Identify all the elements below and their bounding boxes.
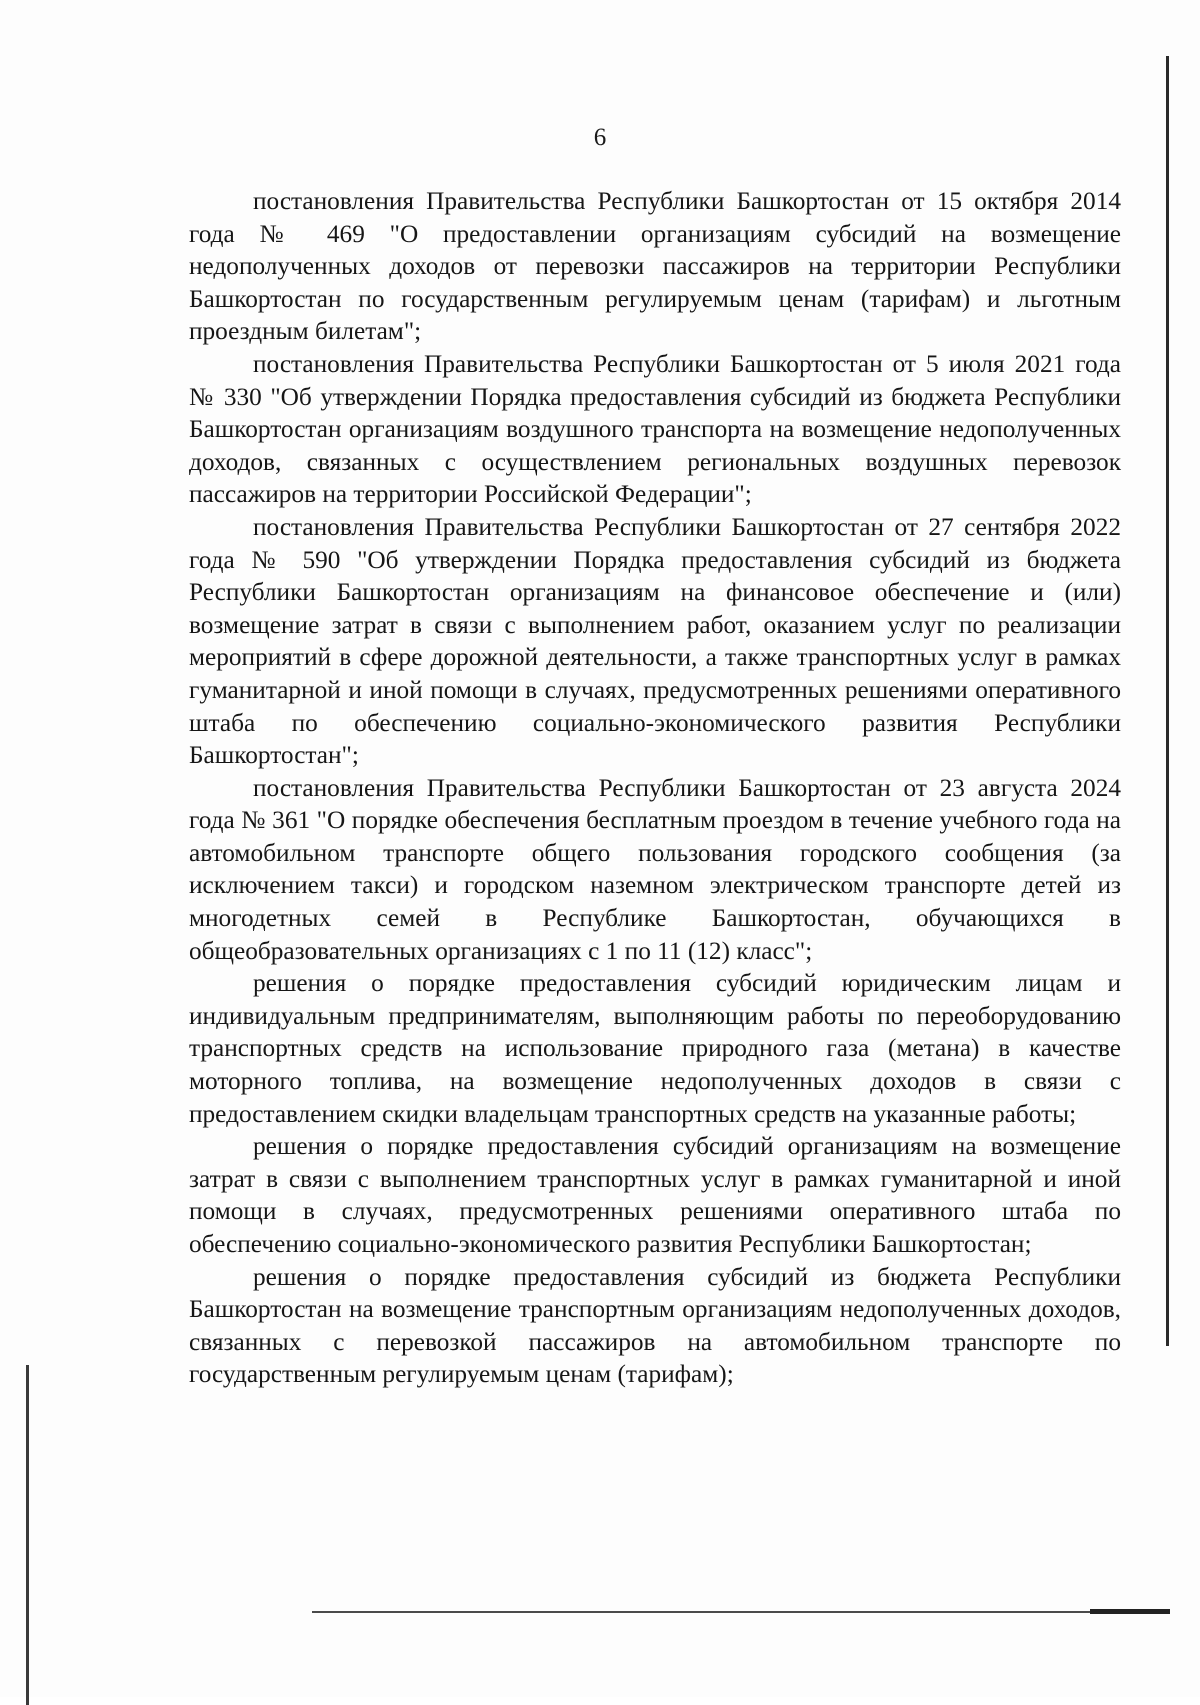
document-body — [189, 185, 1121, 1391]
paragraph-resolution-361: постановления Правительства Республики Башкортостан от 23 августа 2024 года № 361 "О порядке обеспечения бесплатным проездом в течение учебного года на автомобильном транспорте общего пользования городского сообщения (за исключением такси) и городском наземном электрическом транспорте детей из многодетных семей в Республике Башкортостан, обучающихся в общеобразовательных организациях с 1 по 11 (12) класс"; — [189, 773, 1121, 965]
paragraph-decision-regulated-tariffs: решения о порядке предоставления субсидий из бюджета Республики Башкортостан на возмещение транспортным организациям недополученных доходов, связанных с перевозкой пассажиров на автомобильном транспорте по государственным регулируемым ценам (тарифам); — [189, 1262, 1121, 1389]
scan-edge-left — [26, 1365, 29, 1705]
paragraph-decision-gas-conversion: решения о порядке предоставления субсидий юридическим лицам и индивидуальным предпринимателям, выполняющим работы по переоборудованию транспортных средств на использование природного газа (метана) в качестве моторного топлива, на возмещение недополученных доходов в связи с предоставлением скидки владельцам транспортных средств на указанные работы; — [189, 969, 1121, 1128]
paragraph-resolution-330: постановления Правительства Республики Башкортостан от 5 июля 2021 года № 330 "Об утверждении Порядка предоставления субсидий из бюджета Республики Башкортостан организациям воздушного транспорта на возмещение недополученных доходов, связанных с осуществлением региональных воздушных перевозок пассажиров на территории Российской Федерации"; — [189, 349, 1121, 509]
page-number: 6 — [593, 124, 607, 151]
paragraph-decision-humanitarian: решения о порядке предоставления субсидий организациям на возмещение затрат в связи с выполнением транспортных услуг в рамках гуманитарной и иной помощи в случаях, предусмотренных решениями оперативного штаба по обеспечению социально-экономического развития Республики Башкортостан; — [189, 1132, 1121, 1258]
paragraph-resolution-469: постановления Правительства Республики Башкортостан от 15 октября 2014 года № 469 "О предоставлении организациям субсидий на возмещение недополученных доходов от перевозки пассажиров на территории Республики Башкортостан по государственным регулируемым ценам (тарифам) и льготным проездным билетам"; — [189, 187, 1121, 346]
scan-edge-bottom-corner — [1090, 1609, 1170, 1614]
paragraph-resolution-590: постановления Правительства Республики Башкортостан от 27 сентября 2022 года № 590 "Об утверждении Порядка предоставления субсидий из бюджета Республики Башкортостан организациям на финансовое обеспечение и (или) возмещение затрат в связи с выполнением работ, оказанием услуг по реализации мероприятий в сфере дорожной деятельности, а также транспортных услуг в рамках гуманитарной и иной помощи в случаях, предусмотренных решениями оперативного штаба по обеспечению социально-экономического развития Республики Башкортостан"; — [189, 512, 1121, 770]
scan-edge-right — [1166, 56, 1169, 1346]
scan-edge-bottom — [312, 1611, 1170, 1613]
